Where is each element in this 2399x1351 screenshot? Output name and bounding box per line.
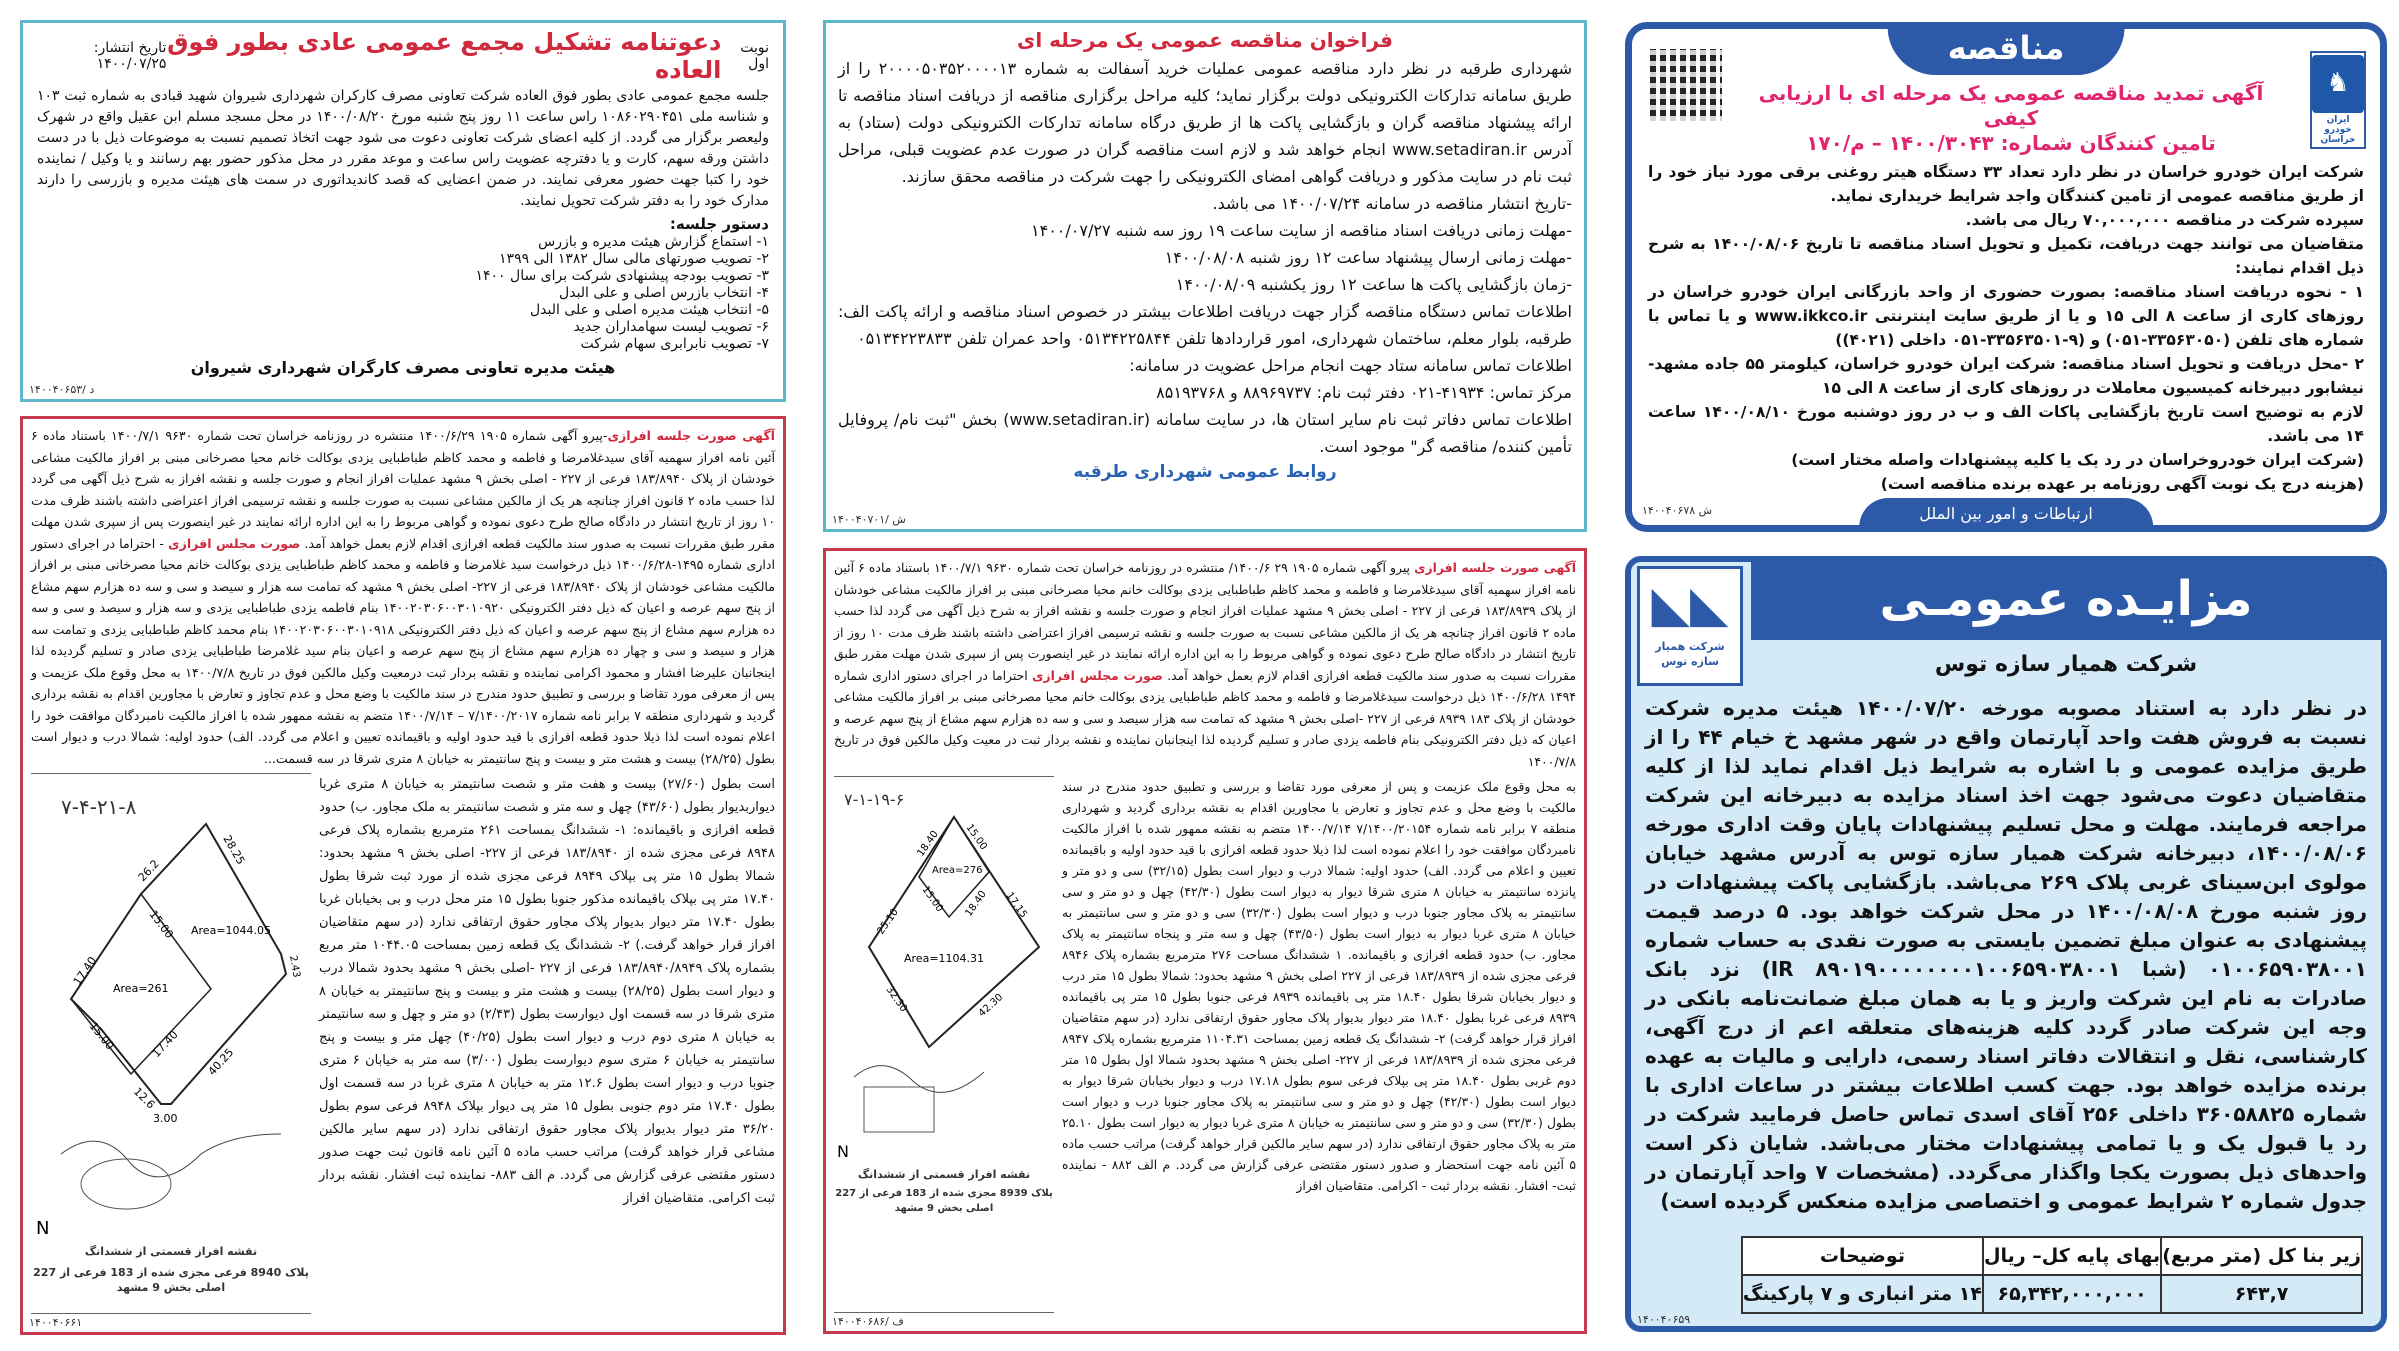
partition-notice-2 (823, 548, 1587, 1334)
dimension-label: 18.40 (963, 888, 989, 919)
ad-code: ۱۴۰۰۴۰۶۷۸ ش (1642, 504, 1713, 517)
ad-code: ۱۴۰۰۴۰۶۵۹ (1637, 1313, 1691, 1326)
dimension-label: 15.00 (86, 1019, 117, 1053)
footer-department: ارتباطات و امور بین الملل (1859, 498, 2153, 527)
paragraph: -تاریخ انتشار مناقصه در سامانه ۱۴۰۰/۰۷/۲۴ می باشد. (1212, 194, 1572, 213)
ad-title: مزایـده عمومـی (1751, 562, 2381, 640)
partition-details: به محل وقوع ملک عزیمت و پس از معرفی مورد تقاضا و بررسی و تطبیق حدود مندرج در سند مالکیت با وضع محل و عدم تجاوز و تعارض با مجاورین اقدام به نقشه برداری گردید و شهرداری منطقه ۷ برابر نامه شماره ۷/۱۴۰۰/۲۰۱۵۴ ۱۴۰۰/۷/۱۴ متضم به نقشه ممهور شده با افراز مالکیت نامبردگان موافقت خود را اعلام نموده است لذا ذیلا حدود قطعه افرازی با قید حدود اولیه و باقیمانده تعیین و اعلام می گردد. الف) حدود اولیه: شمالا درب و دیوار است بطول (۳۲/۱۵) سی و دو متر و پانزده سانتیمتر به خیابان ۸ متری شرقا دیوار به دیوار است بطول (۴۲/۳۰) چهل و دو متر و سی سانتیمتر به پلاک مجاور جنوبا درب و دیوار است بطول (۳۲/۳۰) سی و دو متر و سی سانتیمتر به خیابان ۸ متری غربا دیوار به دیوار است بطول (۴۳/۵۰) چهل و سه متر و پنجاه سانتیمتر به پلاک مجاور. ب) حدود قطعه افرازی و باقیمانده. ۱ ششدانگ مساحت ۲۷۶ مترمربع بشماره پلاک ۸۹۴۶ فرعی مجزی شده از ۱۸۳/۸۹۳۹ فرعی از ۲۲۷ اصلی بخش ۹ مشهد بحدود: شمالا بطول ۱۵ متر درب و دیوار بخیابان شرقا بطول ۱۸.۴۰ متر پی باقیمانده ۸۹۳۹ فرعی جنوبا بطول ۱۵ متر پی باقیمانده ۸۹۳۹ فرعی غربا بطول ۱۸.۴۰ متر دیوار بدیوار پلاک مجاور حقوق ارتفاقی ندارد (در سهم متقاضیان افراز قرار خواهد گرفت) ۲- ششدانگ یک قطعه زمین بمساحت ۱۱۰۴.۳۱ مترمربع بشماره پلاک ۸۹۴۷ فرعی مجزی شده از ۱۸۳/۸۹۳۹ فرعی از ۲۲۷- اصلی بخش ۹ مشهد بحدود شمالا اول بطول ۱۵ متر دوم غربی بطول ۱۸.۴۰ متر پی بپلاک فرعی سوم بطول ۱۷.۱۸ درب و دیوار بخیابان شرقا دیوار به دیوار است بطول (۴۲/۳۰) چهل و دو متر و سی سانتیمتر به پلاک مجاور جنوبا درب و دیوار است بطول (۳۲/۳۰) سی و دو متر و سی سانتیمتر به خیابان ۸ متری غربا دیوار به دیوار است بطول ۲۵.۱۰ متر به پلاک مجاور حقوق ارتفاقی ندارد (در سهم سایر مالکین قرار خواهد گرفت) مراتب حسب ماده ۵ آئین نامه جهت استحضار و صدور دستور مقتضی عرفی گزارش می گردد. م الف ۸۸۲ - نماینده ثبت- افشار. نقشه بردار ثبت - اکرامی. متقاضیان افراز (1062, 779, 1577, 1193)
signature-stamp (61, 1134, 281, 1177)
notice-intro (834, 557, 1576, 772)
minutes-label: صورت مجلس افرازی (168, 535, 301, 551)
agenda-item: ۱- استماع گزارش هیئت مدیره و بازرس (538, 234, 769, 250)
column-header: توضیحات (1742, 1237, 1983, 1275)
stamp-icon (864, 1087, 934, 1132)
paragraph: سپرده شرکت در مناقصه ۷۰,۰۰۰,۰۰۰ ریال می باشد. (1965, 211, 2364, 229)
area-label: Area=261 (113, 982, 169, 995)
paragraph: ۱ - نحوه دریافت اسناد مناقصه: بصورت حضوری از واحد بازرگانی ایران خودرو خراسان در روزهای کاری از ساعت ۸ الی ۱۵ و یا از طریق سایت اینترنتی www.ikkco.ir و یا تماس با شماره های تلفن (۳۳۵۶۳۰۵۰-۰۵۱) و (۹-۳۳۵۶۳۵۰۱-۰۵۱ داخلی (۴۰۲۱)) (1648, 283, 2364, 349)
plot-map (834, 776, 1054, 1313)
paragraph: -مهلت زمانی دریافت اسناد مناقصه از سایت ساعت ۱۹ روز سه شنبه ۱۴۰۰/۰۷/۲۷ (1031, 221, 1572, 240)
dimension-label: 2.43 (287, 954, 302, 979)
dimension-label: 12.6 (130, 1084, 158, 1112)
qr-code-icon (1650, 49, 1722, 121)
column-header: زیر بنا کل (متر مربع) (2161, 1237, 2362, 1275)
table-row (1742, 1275, 2362, 1313)
base-price-cell: ۶۵,۳۴۲,۰۰۰,۰۰۰ (1983, 1275, 2161, 1313)
dimension-label: 42.30 (976, 991, 1006, 1020)
iran-khodro-logo (2310, 51, 2366, 149)
dimension-label: 17.40 (70, 954, 100, 988)
logo-text: ایران خودرو خراسان (2320, 115, 2356, 145)
company-name: شرکت همیار سازه توس (1934, 652, 2198, 677)
signature: هیئت مدیره تعاونی مصرف کارگران شهرداری شیروان (190, 358, 616, 377)
dimension-label: 3.00 (153, 1112, 178, 1125)
minutes-text: احتراما در اجرای دستور اداری شماره ۱۴۹۴ ۱۴۰۰/۶/۲۸ ذیل درخواست سیدغلامرضا و فاطمه و محمد کاظم طباطبایی یزدی بوکالت خانم محیا مصرخانی مبنی بر افراز مالکیت مشاعی خودشان از پلاک ۱۸۳ ۸۹۳۹ فرعی از ۲۲۷ -اصلی بخش ۹ مشهد که تمامت سه هزار سیصد و سی و سه ده هزارم سهم مشاع از پنج سهم عرصه و اعیان که ذیل دفتر الکترونیکی بنام فاطمه یزدی صادر و تسلیم گردیده لذا اینجانبان نماینده و نقشه بردار ثبت در معیت وکیل مالکین فوق در تاریخ ۱۴۰۰/۷/۸ (834, 667, 1576, 769)
agenda-label: دستور جلسه: (669, 215, 769, 233)
dimension-label: 15.00 (963, 822, 989, 853)
hamyar-saze-toos-logo (1637, 566, 1743, 686)
area-label: Area=1104.31 (904, 952, 985, 965)
ad-body: جلسه مجمع عمومی عادی بطور فوق العاده شرکت تعاونی مصرف کارکران شهرداری شیروان شهید قبادی به شماره ثبت ۱۰۳ و شناسه ملی ۱۰۸۶۰۲۹۰۴۵۱ راس ساعت ۱۱ روز پنج شنبه مورخ ۱۴۰۰/۰۸/۲۰ در محل مسجد مسلم ابن عقیل واقع در شهرک ولیعصر برگزار می گردد. از کلیه اعضای شرکت تعاونی دعوت می شود جهت اتخاذ تصمیم نسبت به موضوعات ذیل با در دست داشتن ورقه سهم، کارت و یا دفترچه عضویت راس ساعت و موعد مقرر در محل مذکور حضور بهم رسانند و یا وکیل / نماینده خود را کتبا جهت حضور معرفی نمایند. در ضمن اعضایی که قصد کاندیداتوری در سمت های هیئت مدیره و بازرسی را دارند مدارک خود را به دفتر شرکت تحویل نمایند. (37, 88, 770, 209)
dimension-label: 32.30 (883, 984, 909, 1015)
paragraph: لازم به توضیح است تاریخ بازگشایی پاکات الف و ب در روز دوشنبه مورخ ۱۴۰۰/۰۸/۱۰ ساعت ۱۴ می باشد. (1648, 403, 2364, 445)
agenda-item: ۲- تصویب صورتهای مالی سال ۱۳۸۲ الی ۱۳۹۹ (499, 251, 769, 267)
paragraph: (هزینه درج یک نوبت آگهی روزنامه بر عهده برنده مناقصه است) (1880, 475, 2364, 493)
dimension-label: 26.2 (135, 857, 162, 885)
north-arrow-icon: N (837, 1142, 849, 1161)
stamp-icon (81, 1159, 171, 1209)
map-caption: نقشه افراز قسمتی از ششدانگ (857, 1168, 1031, 1181)
ad-title: دعوتنامه تشکیل مجمع عمومی عادی بطور فوق العاده (167, 28, 722, 84)
ad-body: در نظر دارد به استناد مصوبه مورخه ۱۴۰۰/۰۷/۲۰ هیئت مدیره شرکت نسبت به فروش هفت واحد آپارتمان واقع در شهر مشهد خ خیام ۴۴ را از طریق مزایده عمومی و با اشاره به شرایط ذیل اقدام نماید لذا از کلیه متقاضیان دعوت می‌شود جهت اخذ اسناد مزایده به دبیرخانه این شرکت مراجعه فرمایند. مهلت و محل تسلیم پیشنهادات پایان وقت اداری مورخه ۱۴۰۰/۰۸/۰۶، دبیرخانه شرکت همیار سازه توس به آدرس مشهد خیابان مولوی ابن‌سینای غربی پلاک ۲۶۹ می‌باشد. بازگشایی پاکت پیشنهادات در روز شنبه مورخ ۱۴۰۰/۰۸/۰۸ در محل شرکت خواهد بود. ۵ درصد قیمت پیشنهادی به عنوان مبلغ تضمین بایستی به صورت نقدی به حساب شماره ۰۱۰۰۶۵۹۰۳۸۰۰۱ (شبا IR ۸۹۰۱۹۰۰۰۰۰۰۰۰۱۰۰۶۵۹۰۳۸۰۰۱) نزد بانک صادرات به نام این شرکت واریز و یا به همان مبلغ ضمانت‌نامه بانکی در وجه این شرکت صادر گردد کلیه هزینه‌های متعلقه اعم از درج آگهی، کارشناسی، نقل و انتقالات دفاتر اسناد رسمی، دارایی و مالیات به عهده برنده مزایده خواهد بود. جهت کسب اطلاعات بیشتر در ساعات اداری با شماره ۳۶۰۵۸۸۲۵ داخلی ۲۵۶ آقای اسدی تماس حاصل فرمایید شرکت در رد یا قبول یک و یا تمامی پیشنهادات مختار می‌باشد. شایان ذکر است واحدهای ذیل بصورت یکجا واگذار می‌گردد. (مشخصات ۷ واحد آپارتمان در جدول شماره ۲ شرایط عمومی و اختصاصی مزایده منعکس گردیده است) (1645, 696, 2368, 1213)
assembly-invitation-ad (20, 20, 786, 402)
dimension-label: 17.15 (1003, 890, 1029, 921)
map-subcaption: پلاک 8940 فرعی مجزی شده از 183 فرعی از 227 اصلی بخش 9 مشهد (33, 1266, 309, 1294)
notice-intro (31, 425, 775, 769)
auction-table (1741, 1236, 2363, 1314)
agenda-item: ۵- انتخاب هیئت مدیره اصلی و علی البدل (529, 302, 769, 318)
map-subcaption: پلاک 8939 مجزی شده از 183 فرعی از 227 اصلی بخش 9 مشهد (835, 1188, 1053, 1214)
logo-text: شرکت همیار سازه توس (1655, 640, 1725, 668)
horse-icon: ♞ (2312, 55, 2364, 113)
partition-details: است بطول (۲۷/۶۰) بیست و هفت متر و شصت سانتیمتر به خیابان ۸ متری غربا دیواربدیوار بطول (۴۳/۶۰) چهل و سه متر و شصت سانتیمتر به ملک مجاور. ب) حدود قطعه افرازی و باقیمانده: ۱- ششدانگ بمساحت ۲۶۱ مترمربع بشماره پلاک فرعی ۸۹۴۸ فرعی مجزی شده از ۱۸۳/۸۹۴۰ فرعی از ۲۲۷- اصلی بخش ۹ مشهد بحدود: شمالا بطول ۱۵ متر پی بپلاک ۸۹۴۹ فرعی مجزی شده از مورد ثبت شرقا بطول ۱۷.۴۰ متر پی بپلاک باقیمانده مذکور جنوبا بطول ۱۵ متر محل درب و بی بخیابان غربا بطول ۱۷.۴۰ متر دیوار بدیوار پلاک مجاور حقوق ارتفاقی ندارد (در سهم متقاضیان افراز قرار خواهد گرفت.) ۲- ششدانگ یک قطعه زمین بمساحت ۱۰۴۴.۰۵ متر مربع بشماره پلاک ۱۸۳/۸۹۴۰/۸۹۴۹ فرعی از ۲۲۷ -اصلی بخش ۹ مشهد بحدود شمالا درب و دیوار است بطول (۲۸/۲۵) بیست و هشت متر و بیست و پنج سانتیمتر به خیابان ۸ متری شرقا در سه قسمت اول دیوارست بطول (۲/۴۳) دو متر و چهل و سه سانتیمتر به خیابان ۸ متری دوم درب و دیوار است بطول (۴۰/۲۵) چهل متر و بیست و پنج سانتیمتر به خیابان ۶ متری سوم دیوارست بطول (۳/۰۰) سه متر به خیابان ۶ متری جنوبا درب و دیوار است بطول ۱۲.۶ متر به خیابان ۸ متری غربا در سه قسمت اول بطول ۱۷.۴۰ متر دوم جنوبی بطول ۱۵ متر پی دیوار بپلاک ۸۹۴۸ فرعی سوم بطول ۳۶/۲۰ متر دیوار بدیوار پلاک مجاور حقوق ارتفاقی ندارد (در سهم سایر مالکین مشاعی قرار خواهد گرفت) مراتب حسب ماده ۵ آئین نامه قانون ثبت جهت صدور دستور مقتضی عرفی گزارش می گردد. م الف ۸۸۳- نماینده ثبت افشار. نقشه بردار ثبت اکرامی. متقاضیان افراز (319, 777, 776, 1206)
ad-title: فراخوان مناقصه عمومی یک مرحله ای (1016, 28, 1393, 52)
dimension-label: 40.25 (205, 1045, 237, 1079)
publish-date: تاریخ انتشار: ۱۴۰۰/۰۷/۲۵ (93, 40, 167, 72)
dimension-label: 15.00 (919, 884, 945, 915)
description-cell: ۱۴ متر انباری و ۷ پارکینگ (1742, 1275, 1983, 1313)
ad-code: ۱۴۰۰۴۰۶۶۱ (29, 1316, 83, 1329)
paragraph: -مهلت زمانی ارسال پیشنهاد ساعت ۱۲ روز شنبه ۱۴۰۰/۰۸/۰۸ (1164, 248, 1572, 267)
ad-code: ۱۴۰۰۴۰۶۸۶/ ف (832, 1315, 904, 1328)
tender-number: تامین کنندگان شماره: ۱۴۰۰/۳۰۴۳ – م/۱۷۰ (1806, 131, 2216, 155)
column-header: بهای پایه کل– ریال (1983, 1237, 2161, 1275)
agenda-item: ۷- تصویب نابرابری سهام شرکت (580, 336, 769, 352)
paragraph: شرکت ایران خودرو خراسان در نظر دارد تعداد ۳۳ دستگاه هیتر روغنی برقی مورد نیاز خود را از طریق مناقصه عمومی از تامین کنندگان واجد شرایط خریداری نماید. (1648, 163, 2364, 205)
notice-text: پیرو آگهی شماره ۱۹۰۵ ۲۹ ۱۴۰۰/۶/ منتشره در روزنامه خراسان تحت شماره ۹۶۳۰ ۱۴۰۰/۷/۱ باستناد ماده ۶ آئین نامه افراز سهمیه آقای سیدغلامرضا و فاطمه و محمد کاظم طباطبایی یزدی بوکالت خانم محیا مصرخانی مبنی بر افراز مالکیت مشاعی خودشان از پلاک ۱۸۳/۸۹۳۹ فرعی از ۲۲۷ - اصلی بخش ۹ مشهد عملیات افراز انجام و صورت جلسه و نقشه افراز به شرح ذیل آگهی می گردد لذا حسب ماده ۲ قانون افراز چنانچه هر یک از مالکین مشاعی نسبت به صورت جلسه و نقشه ترسیمی افراز اعتراضی داشته باشند ظرف مدت ۱۰ روز از تاریخ انتشار در دادگاه صالح طرح دعوی نموده و گواهی مربوط را به این اداره ارائه نمایند در غیر اینصورت پس از سپری شدن مهلت مقرر طبق مقررات نسبت به صدور سند مالکیت قطعه افرازی اقدام لازم بعمل خواهد آمد. (834, 560, 1576, 683)
area-label: Area=1044.05 (191, 924, 272, 937)
notice-text: -پیرو آگهی شماره ۱۹۰۵ ۱۴۰۰/۶/۲۹ منتشره در روزنامه خراسان تحت شماره ۹۶۳۰ ۱۴۰۰/۷/۱ باستناد ماده ۶ آئین نامه افراز سهمیه آقای سیدغلامرضا و فاطمه و محمد کاظم طباطبایی یزدی بوکالت خانم محیا مصرخانی مبنی بر افراز مالکیت مشاعی خودشان از پلاک ۱۸۳/۸۹۴۰ فرعی از ۲۲۷ - اصلی بخش ۹ مشهد عملیات افراز انجام و صورت جلسه و نقشه افراز به شرح ذیل آگهی می گردد لذا حسب ماده ۲ قانون افراز چنانچه هر یک از مالکین مشاعی نسبت به صورت جلسه و نقشه ترسیمی افراز اعتراضی داشته باشند ظرف مدت ۱۰ روز از تاریخ انتشار در دادگاه صالح طرح دعوی نموده و گواهی مربوط را به این اداره ارائه نمایند در غیر اینصورت پس از سپری شدن مهلت مقرر طبق مقررات نسبت به صدور سند مالکیت قطعه افرازی اقدام لازم بعمل خواهد آمد. (31, 428, 775, 551)
notice-label: آگهی صورت جلسه افرازی (1414, 560, 1576, 575)
minutes-label: صورت مجلس افرازی (1032, 667, 1163, 683)
agenda-list (37, 234, 769, 353)
paragraph: مرکز تماس: ۴۱۹۳۴-۰۲۱ دفتر ثبت نام: ۸۸۹۶۹۷۳۷ و ۸۵۱۹۳۷۶۸ (1156, 383, 1572, 402)
torqabeh-tender-ad (823, 20, 1587, 532)
map-code: ۷-۱-۱۹-۶ (844, 790, 905, 809)
paragraph: اطلاعات تماس دفاتر ثبت نام سایر استان ها، در سایت سامانه (www.setadiran.ir) بخش "ثبت نام/ پروفایل تأمین کننده/ مناقصه گر" موجود است. (838, 410, 1573, 456)
signature-stamp (854, 1066, 984, 1093)
dimension-label: 15.00 (146, 907, 176, 941)
paragraph: متقاضیان می توانند جهت دریافت، تکمیل و تحویل اسناد مناقصه تا تاریخ ۱۴۰۰/۰۸/۰۶ به شرح ذیل اقدام نمایند: (1648, 235, 2364, 277)
tender-banner: مناقصه (1888, 27, 2125, 75)
paragraph: ۲ -محل دریافت و تحویل اسناد مناقصه: شرکت ایران خودرو خراسان، کیلومتر ۵۵ جاده مشهد-نیشابور دبیرخانه کمیسیون معاملات در روزهای کاری از ساعت ۸ الی ۱۵ (1648, 355, 2364, 397)
round-label: نوبت اول (740, 40, 769, 72)
paragraph: شهرداری طرقبه در نظر دارد مناقصه عمومی عملیات خرید آسفالت به شماره ۲۰۰۰۰۵۰۳۵۲۰۰۰۰۱۳ را از طریق سامانه تدارکات الکترونیکی دولت برگزار نماید؛ کلیه مراحل برگزاری مناقصه از دریافت اسناد مناقصه تا ارائه پیشنهاد مناقصه گران و بازگشایی پاکت ها از طریق درگاه سامانه تدارکات الکترونیکی دولت (ستاد) به آدرس www.setadiran.ir انجام خواهد شد و لازم است مناقصه گران در صورت عدم عضویت قبلی، مراحل ثبت نام در سایت مذکور و دریافت گواهی امضای الکترونیکی را جهت شرکت در مناقصه محقق سازند. (838, 59, 1573, 186)
plot-map (31, 773, 311, 1314)
paragraph: اطلاعات تماس سامانه ستاد جهت انجام مراحل عضویت در سامانه: (1129, 356, 1572, 375)
dimension-label: 18.40 (915, 828, 941, 859)
signature: روابط عمومی شهرداری طرقبه (1073, 462, 1337, 482)
dimension-label: 25.10 (875, 906, 901, 937)
area-label: Area=276 (932, 865, 983, 876)
ad-code: ۱۴۰۰۴۰۷۰۱/ ش (832, 513, 906, 526)
notice-label: آگهی صورت جلسه افرازی (607, 428, 775, 443)
auction-ad (1625, 556, 2387, 1332)
map-code: ۷-۴-۲۱-۸ (61, 795, 137, 819)
total-area-cell: ۶۴۳,۷ (2161, 1275, 2362, 1313)
minutes-text: - احتراما در اجرای دستور اداری شماره ۱۴۹۵-۱۴۰۰/۶/۲۸ ذیل درخواست سید غلامرضا و فاطمه و محمد کاظم طباطبایی یزدی بوکالت خانم محیا مصرخانی مبنی بر افراز مالکیت مشاعی خودشان از پلاک ۱۸۳/۸۹۴۰ فرعی از ۲۲۷- اصلی بخش ۹ مشهد که تمامت سه هزار و سیصد و سی و سه ده هزارم سهم مشاع از پنج سهم عرصه و اعیان که ذیل دفتر الکترونیکی ۱۴۰۰۲۰۳۰۶۰۰۳۰۱۰۹۲۰ بنام فاطمه یزدی طباطبایی یزدی و سه هزار و سیصد و سی و سه ده هزارم سهم مشاع از پنج سهم عرصه و اعیان که ذیل دفتر الکترونیکی ۱۴۰۰۲۰۳۰۶۰۰۳۰۱۰۹۱۸ بنام محمد کاظم طباطبایی یزدی و تمامت سه هزار و سیصد و سی و چهار ده هزارم سهم مشاع از پنج سهم عرصه و اعیان بنام سید غلامرضا طباطبایی یزدی صادر و تسلیم گردیده لذا اینجانبان علیرضا افشار و محمود اکرامی نماینده و نقشه بردار ثبت درمعیت وکیل مالکین فوق در تاریخ ۱۴۰۰/۷/۸ به محل وقوع ملک عزیمت و پس از معرفی مورد تقاضا و بررسی و تطبیق حدود مندرج در سند مالکیت با وضع محل و عدم تجاوز و تعارض با مجاورین اقدام به نقشه برداری گردید و شهرداری منطقه ۷ برابر نامه شماره ۷/۱۴۰۰/۲۰۱۷ – ۱۴۰۰/۷/۱۴ متضم به نقشه ممهور شده با افراز مالکیت نامبردگان موافقت خود را اعلام نموده است لذا ذیلا حدود قطعه افرازی با قید حدود اولیه و باقیمانده تعیین و اعلام می گردد. الف) حدود اولیه: شمالا درب و دیوار است بطول (۲۸/۲۵) بیست و هشت متر و بیست و پنج سانتیمتر به خیابان ۸ متری شرقا در سه قسمت... (31, 535, 776, 766)
ikk-tender-ad (1625, 22, 2387, 532)
paragraph: اطلاعات تماس دستگاه مناقصه گزار جهت دریافت اطلاعات بیشتر در خصوص اسناد مناقصه و ارائه پاکت الف: طرقبه، بلوار معلم، ساختمان شهرداری، امور قراردادها تلفن ۰۵۱۳۴۲۲۵۸۴۴ واحد عمران تلفن ۰۵۱۳۴۲۲۳۸۳۳ (838, 302, 1572, 348)
table-header-row (1742, 1237, 2362, 1275)
agenda-item: ۶- تصویب لیست سهامداران جدید (573, 319, 769, 335)
dimension-label: 28.25 (220, 833, 248, 867)
dd-logo-icon: ◣◣ (1651, 575, 1729, 633)
map-caption: نقشه افراز قسمتی از ششدانگ (84, 1245, 258, 1258)
north-arrow-icon: N (36, 1218, 50, 1239)
ad-code: ۱۴۰۰۴۰۶۵۳/ د (29, 383, 95, 396)
partition-notice-1 (20, 416, 786, 1335)
agenda-item: ۴- انتخاب بازرس اصلی و علی البدل (559, 285, 769, 301)
ad-title: آگهی تمدید مناقصه عمومی یک مرحله ای با ارزیابی کیفی (1758, 81, 2264, 130)
paragraph: -زمان بازگشایی پاکت ها ساعت ۱۲ روز یکشنبه ۱۴۰۰/۰۸/۰۹ (1175, 275, 1572, 294)
agenda-item: ۳- تصویب بودجه پیشنهادی شرکت برای سال ۱۴۰۰ (475, 268, 769, 284)
dimension-label: 17.40 (149, 1028, 181, 1061)
paragraph: (شرکت ایران خودروخراسان در رد یک یا کلیه پیشنهادات واصله مختار است) (1791, 451, 2364, 469)
